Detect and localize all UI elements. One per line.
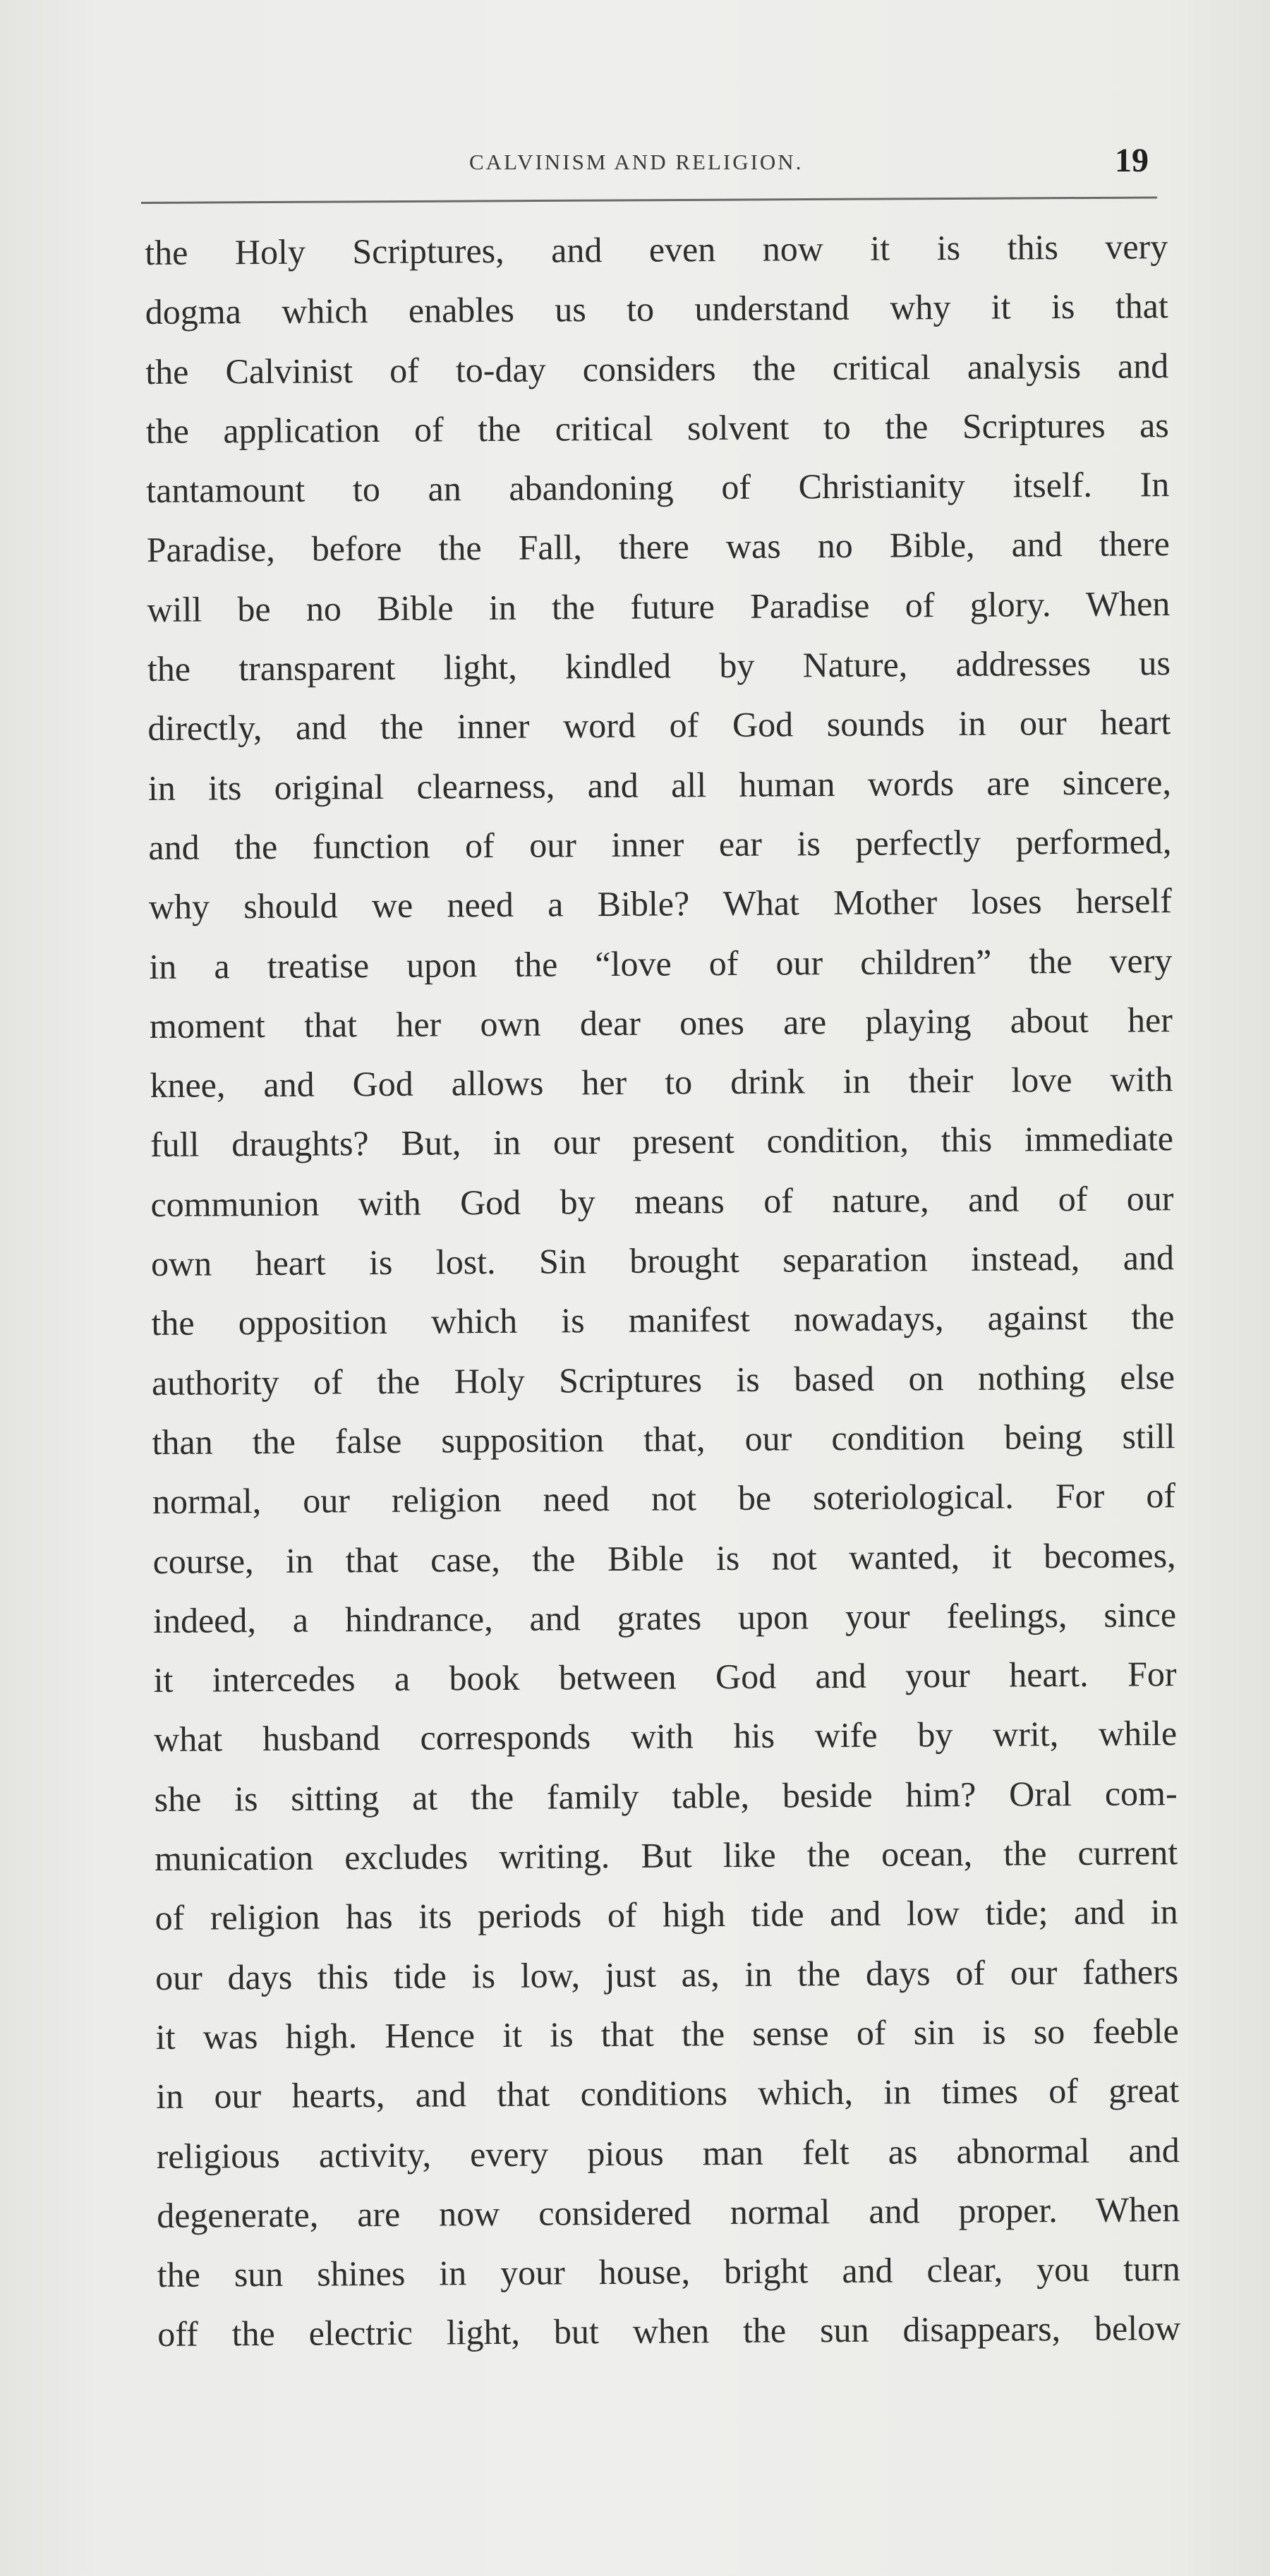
text-line: the Holy Scriptures, and even now it is this very xyxy=(145,226,1168,272)
text-line: munication excludes writing. But like the ocean, the current xyxy=(154,1832,1178,1878)
text-line: directly, and the inner word of God sounds in our heart xyxy=(147,702,1171,749)
text-line: and the function of our inner ear is perfectly performed, xyxy=(148,821,1172,867)
text-line: degenerate, are now considered normal and proper. When xyxy=(157,2189,1180,2235)
text-line: than the false supposition that, our condition being still xyxy=(152,1416,1175,1462)
text-line: of religion has its periods of high tide and low tide; and in xyxy=(155,1892,1178,1938)
text-line: in a treatise upon the “love of our children” the very xyxy=(149,940,1173,986)
header-rule xyxy=(141,196,1157,204)
text-line: the opposition which is manifest nowadays, against the xyxy=(151,1297,1175,1343)
text-line: knee, and God allows her to drink in their love with xyxy=(150,1059,1173,1106)
text-line: tantamount to an abandoning of Christianity itself. In xyxy=(146,464,1170,511)
text-line: off the electric light, but when the sun disappears, below xyxy=(157,2308,1181,2354)
text-line: indeed, a hindrance, and grates upon your feelings, since xyxy=(152,1594,1177,1640)
text-line: communion with God by means of nature, and of our xyxy=(150,1178,1174,1224)
text-line: dogma which enables us to understand why it is that xyxy=(145,286,1168,332)
text-line: in our hearts, and that conditions which, in times of great xyxy=(156,2070,1180,2117)
text-line: religious activity, every pious man felt as abnormal and xyxy=(156,2129,1180,2176)
text-line: moment that her own dear ones are playing about her xyxy=(149,999,1173,1046)
text-line: it intercedes a book between God and your heart. For xyxy=(153,1654,1177,1700)
text-line: own heart is lost. Sin brought separation instead, and xyxy=(150,1238,1175,1284)
running-head xyxy=(141,142,1157,189)
text-line: the application of the critical solvent to the Scriptures as xyxy=(145,405,1169,451)
running-title: CALVINISM AND RELIGION. xyxy=(469,150,804,174)
text-line: why should we need a Bible? What Mother loses herself xyxy=(148,881,1173,927)
text-line: it was high. Hence it is that the sense of sin is so feeble xyxy=(155,2011,1179,2057)
text-line: Paradise, before the Fall, there was no Bible, and there xyxy=(146,524,1170,570)
text-line: our days this tide is low, just as, in the days of our fathers xyxy=(155,1951,1179,1997)
text-line: course, in that case, the Bible is not wanted, it becomes, xyxy=(152,1535,1176,1581)
body-text xyxy=(145,217,1181,2364)
text-line: normal, our religion need not be soteriological. For of xyxy=(152,1475,1176,1522)
text-line: she is sitting at the family table, beside him? Oral com- xyxy=(154,1772,1178,1819)
text-line: in its original clearness, and all human words are sincere, xyxy=(147,761,1172,808)
text-line: authority of the Holy Scriptures is based on nothing else xyxy=(151,1356,1175,1403)
text-line: the sun shines in your house, bright and clear, you turn xyxy=(157,2249,1180,2295)
text-line: the transparent light, kindled by Nature, addresses us xyxy=(147,643,1171,689)
text-line: what husband corresponds with his wife by writ, while xyxy=(153,1713,1178,1760)
text-line: will be no Bible in the future Paradise of glory. When xyxy=(147,583,1171,629)
page-number: 19 xyxy=(1115,142,1149,179)
text-line: the Calvinist of to-day considers the critical analysis and xyxy=(145,345,1169,392)
text-line: full draughts? But, in our present condition, this immediate xyxy=(150,1118,1174,1165)
